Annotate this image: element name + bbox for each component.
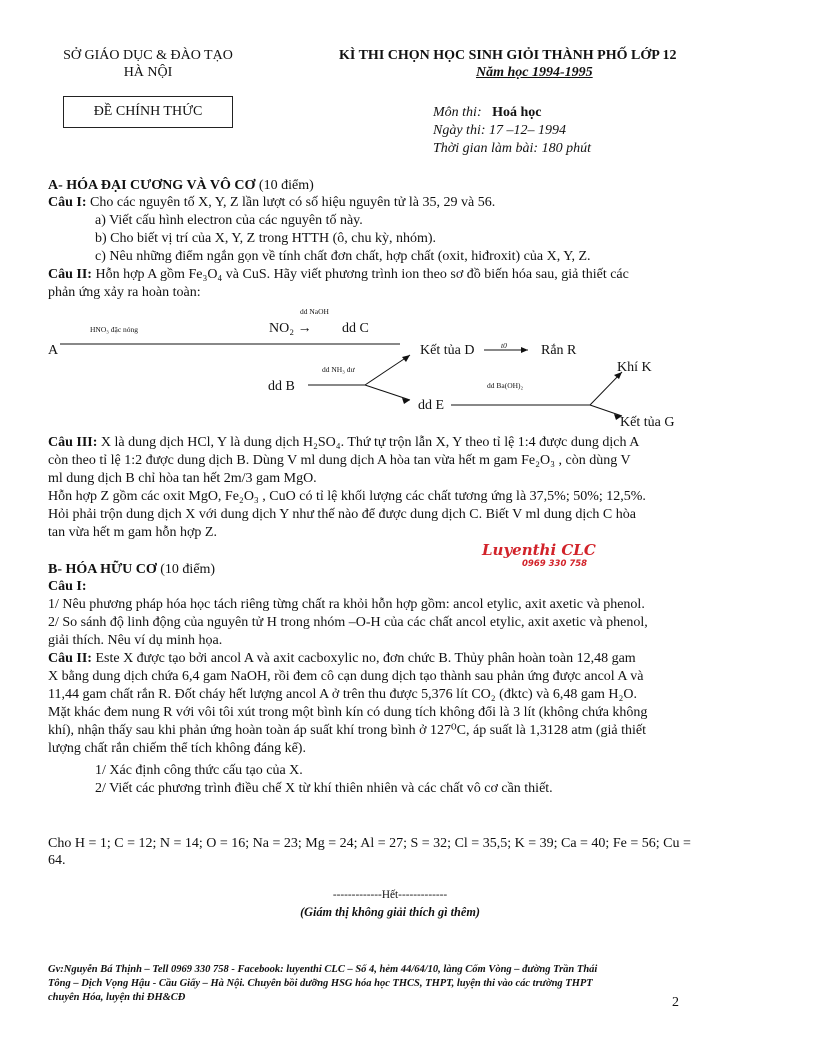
section-b-q2-sub-1: 1/ Xác định công thức cấu tạo của X. — [95, 763, 303, 778]
scheme-a: A — [48, 343, 59, 358]
section-b-q2-line-1: Este X được tạo bởi ancol A và axit cacboxylic no, đơn chức B. Thủy phân hoàn toàn 12,48 gam — [95, 651, 636, 666]
exam-duration: Thời gian làm bài: 180 phút — [433, 141, 591, 156]
section-b-points: (10 điểm) — [160, 562, 216, 577]
subject-label: Môn thi: — [433, 105, 482, 120]
q3-line-4: Hỗn hợp Z gồm các oxit MgO, Fe₂O₃ , CuO có tỉ lệ khối lượng các chất tương ứng là 37,5%; 50%; 12,5%. — [48, 489, 646, 504]
scheme-dd-e: dd E — [418, 398, 445, 413]
section-b-q2-line-5: khí), nhận thấy sau khi phản ứng hoàn toàn áp suất khí trong bình ở 127⁰C, áp suất là 1,3128 atm (giả thiết — [48, 723, 647, 738]
q3-line-3: ml dung dịch B chỉ hòa tan hết 2m/3 gam MgO. — [48, 471, 317, 486]
q1-text: Cho các nguyên tố X, Y, Z lần lượt có số hiệu nguyên tử là 35, 29 và 56. — [90, 195, 496, 210]
q3-label: Câu III: — [48, 435, 98, 450]
q1-part-c: c) Nêu những điểm ngắn gọn về tính chất đơn chất, hợp chất (oxit, hiđroxit) của X, Y, Z. — [95, 249, 591, 264]
scheme-baoh2: dd Ba(OH)₂ — [487, 381, 524, 390]
watermark-phone: 0969 330 758 — [522, 559, 588, 569]
q1-part-b: b) Cho biết vị trí của X, Y, Z trong HTTH (ô, chu kỳ, nhóm). — [95, 231, 437, 246]
footer-line-3: chuyên Hóa, luyện thi ĐH&CĐ — [48, 992, 186, 1003]
section-b-q2-line-6: lượng chất rắn chiếm thể tích không đáng kể). — [48, 741, 306, 756]
end-mark: -------------Hết------------- — [332, 887, 448, 901]
section-a-q3 — [48, 434, 639, 451]
section-a-points: (10 điểm) — [258, 178, 314, 193]
footer-line-2: Tông – Dịch Vọng Hậu - Cầu Giấy – Hà Nội. Chuyên bồi dưỡng HSG hóa học THCS, THPT, luyện thi vào các trường THPT — [48, 978, 593, 989]
exam-title: KÌ THI CHỌN HỌC SINH GIỎI THÀNH PHỐ LỚP 12 — [339, 48, 677, 63]
atomic-masses-line-2: 64. — [48, 853, 66, 868]
section-b-q1-1: 1/ Nêu phương pháp hóa học tách riêng từng chất ra khỏi hỗn hợp gồm: ancol etylic, axit axetic và phenol. — [48, 597, 645, 612]
q2-text-1: Hỗn hợp A gồm Fe₃O₄ và CuS. Hãy viết phương trình ion theo sơ đồ biến hóa sau, giả thiết các — [95, 267, 629, 282]
official-label: ĐỀ CHÍNH THỨC — [93, 104, 203, 119]
city-name: HÀ NỘI — [123, 65, 173, 80]
scheme-dd-c: dd C — [342, 321, 369, 336]
section-a-title: A- HÓA ĐẠI CƯƠNG VÀ VÔ CƠ — [48, 178, 256, 193]
scheme-dd-b: dd B — [268, 379, 295, 394]
scheme-khi-k: Khí K — [617, 360, 652, 375]
scheme-ket-tua-d: Kết tủa D — [420, 343, 475, 358]
scheme-no2: NO₂ → — [269, 321, 312, 336]
subject-value: Hoá học — [492, 105, 542, 120]
section-b-title: B- HÓA HỮU CƠ — [48, 562, 157, 577]
section-b-q2-line-3: 11,44 gam chất rắn R. Đốt cháy hết lượng ancol A ở trên thu được 5,376 lít CO₂ (đktc) và 6,48 gam H₂O. — [48, 687, 638, 702]
scheme-ran-r: Rắn R — [541, 343, 577, 358]
section-b-heading — [48, 561, 215, 578]
q1-label: Câu I: — [48, 195, 87, 210]
section-b-q1-2-line-2: giải thích. Nêu ví dụ minh họa. — [48, 633, 223, 648]
page-number: 2 — [672, 995, 679, 1010]
q3-line-5: Hỏi phải trộn dung dịch X với dung dịch Y như thế nào để được dung dịch C. Biết V ml dung dịch C hòa — [48, 507, 636, 522]
scheme-naoh: dd NaOH — [300, 307, 329, 316]
department-name: SỞ GIÁO DỤC & ĐÀO TẠO — [63, 48, 233, 63]
scheme-hno3: HNO₃ đặc nóng — [90, 325, 139, 334]
q3-line-2: còn theo tỉ lệ 1:2 được dung dịch B. Dùng V ml dung dịch A hòa tan vừa hết m gam Fe₂O₃ , còn dùng V — [48, 453, 631, 468]
q1-part-a: a) Viết cấu hình electron của các nguyên tố này. — [95, 213, 363, 228]
watermark-brand: Luyenthi CLC — [482, 541, 596, 559]
section-b-q2-label: Câu II: — [48, 651, 92, 666]
q2-text-2: phản ứng xảy ra hoàn toàn: — [48, 285, 201, 300]
q2-label: Câu II: — [48, 267, 92, 282]
section-b-q1-label: Câu I: — [48, 579, 87, 594]
section-b-q2-line-4: Mặt khác đem nung R với vôi tôi xút trong một bình kín có dung tích không đổi là 3 lít (không chứa không — [48, 705, 648, 720]
section-b-q1-2-line-1: 2/ So sánh độ linh động của nguyên tử H trong nhóm –O-H của các chất ancol etylic, axit axetic và phenol, — [48, 615, 648, 630]
q3-line-1: X là dung dịch HCl, Y là dung dịch H₂SO₄. Thứ tự trộn lẫn X, Y theo tỉ lệ 1:4 được dung dịch A — [100, 435, 640, 450]
scheme-t0: t0 — [501, 341, 507, 350]
q3-line-6: tan vừa hết m gam hỗn hợp Z. — [48, 525, 217, 540]
section-b-q2-line-2: X bằng dung dịch chứa 6,4 gam NaOH, rồi đem cô cạn dung dịch tạo thành sau phản ứng được ancol A và — [48, 669, 644, 684]
scheme-nh3: dd NH₃ dư — [322, 365, 355, 374]
end-note: (Giám thị không giải thích gì thêm) — [300, 904, 480, 919]
footer-line-1: Gv:Nguyễn Bá Thịnh – Tell 0969 330 758 - Facebook: luyenthi CLC – Số 4, hẻm 44/64/10, làng Cốm Vòng – đường Trần Thái — [48, 964, 598, 975]
section-b-q2 — [48, 650, 636, 667]
school-year: Năm học 1994-1995 — [476, 65, 593, 80]
scheme-ket-tua-g: Kết tủa G — [620, 415, 675, 430]
atomic-masses-line-1: Cho H = 1; C = 12; N = 14; O = 16; Na = 23; Mg = 24; Al = 27; S = 32; Cl = 35,5; K = 39; Ca = 40; Fe = 56; Cu = — [48, 836, 691, 851]
section-b-q2-sub-2: 2/ Viết các phương trình điều chế X từ khí thiên nhiên và các chất vô cơ cần thiết. — [95, 781, 553, 796]
exam-date: Ngày thi: 17 –12– 1994 — [433, 123, 566, 138]
